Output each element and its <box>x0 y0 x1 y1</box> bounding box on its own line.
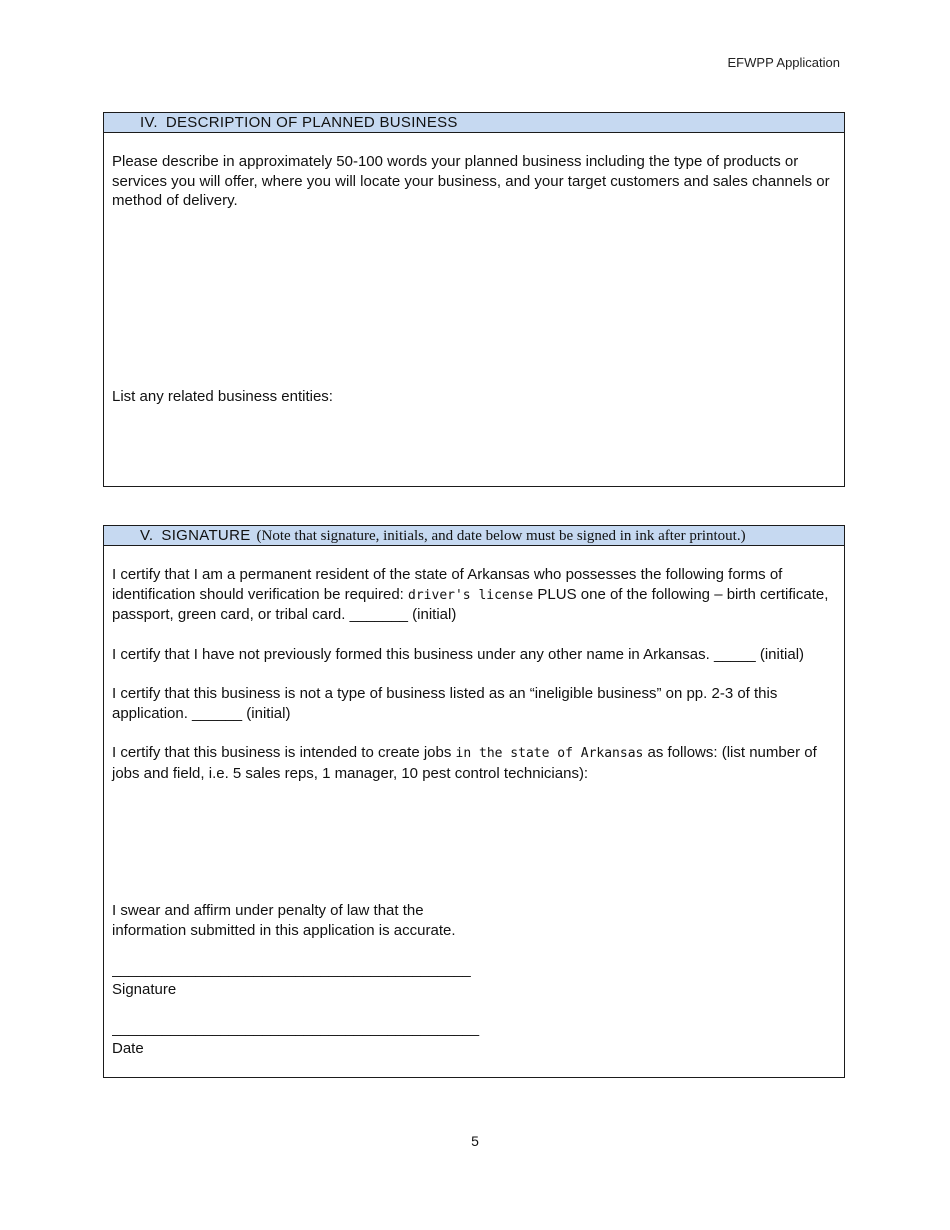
certification-jobs <box>112 743 836 783</box>
signature-line[interactable]: ___________________________________________ <box>112 961 471 978</box>
certification-jobs-list-prompt: as follows: (list number of jobs and field, i.e. 5 sales reps, 1 manager, 10 pest control technicians): <box>112 744 817 782</box>
section-number: IV. <box>140 114 158 131</box>
certification-residency-text: I certify that I am a permanent resident of the state of Arkansas who possesses the following forms of identification should verification be required: <box>112 566 783 603</box>
signature-note: (Note that signature, initials, and date below must be signed in ink after printout.) <box>256 528 746 544</box>
certification-residency <box>112 565 836 625</box>
swear-statement-line1: I swear and affirm under penalty of law that the <box>112 902 424 919</box>
certification-no-prior-business: I certify that I have not previously formed this business under any other name in Arkansas. _____ (initial) <box>112 645 805 663</box>
section-number: V. <box>140 527 154 544</box>
date-line[interactable]: ____________________________________________ <box>112 1020 480 1037</box>
business-description-prompt: Please describe in approximately 50-100 words your planned business including the type of products or services you will offer, where you will locate your business, and your target customers and sales channels or method of delivery. <box>112 153 830 209</box>
jobs-answer-area[interactable] <box>112 783 836 901</box>
section-title: SIGNATURE <box>161 527 251 544</box>
related-entities-answer-area[interactable] <box>112 406 836 456</box>
section-body <box>104 565 844 1058</box>
section-title: DESCRIPTION OF PLANNED BUSINESS <box>165 114 458 131</box>
related-entities-label: List any related business entities: <box>112 387 333 405</box>
signature-label: Signature <box>112 980 177 998</box>
certification-jobs-text: I certify that this business is intended to create jobs <box>112 744 456 761</box>
business-description-answer-area[interactable] <box>112 211 836 387</box>
date-label: Date <box>112 1039 144 1057</box>
certification-eligible-business: I certify that this business is not a type of business listed as an “ineligible business” on pp. 2-3 of this application. ______ (initial) <box>112 685 778 722</box>
certification-residency-initial: PLUS one of the following – birth certificate, passport, green card, or tribal card. _______ (initial) <box>112 585 829 623</box>
running-header: EFWPP Application <box>727 55 840 70</box>
swear-statement-line2: information submitted in this application is accurate. <box>112 921 456 939</box>
section-description-of-planned-business <box>103 112 845 487</box>
section-signature <box>103 525 845 1078</box>
page-number: 5 <box>471 1133 479 1149</box>
in-state-text: in the state of Arkansas <box>455 746 644 761</box>
section-header <box>104 113 844 133</box>
drivers-license-text: driver's license <box>408 587 534 603</box>
section-body <box>104 152 844 456</box>
section-header <box>104 526 844 546</box>
